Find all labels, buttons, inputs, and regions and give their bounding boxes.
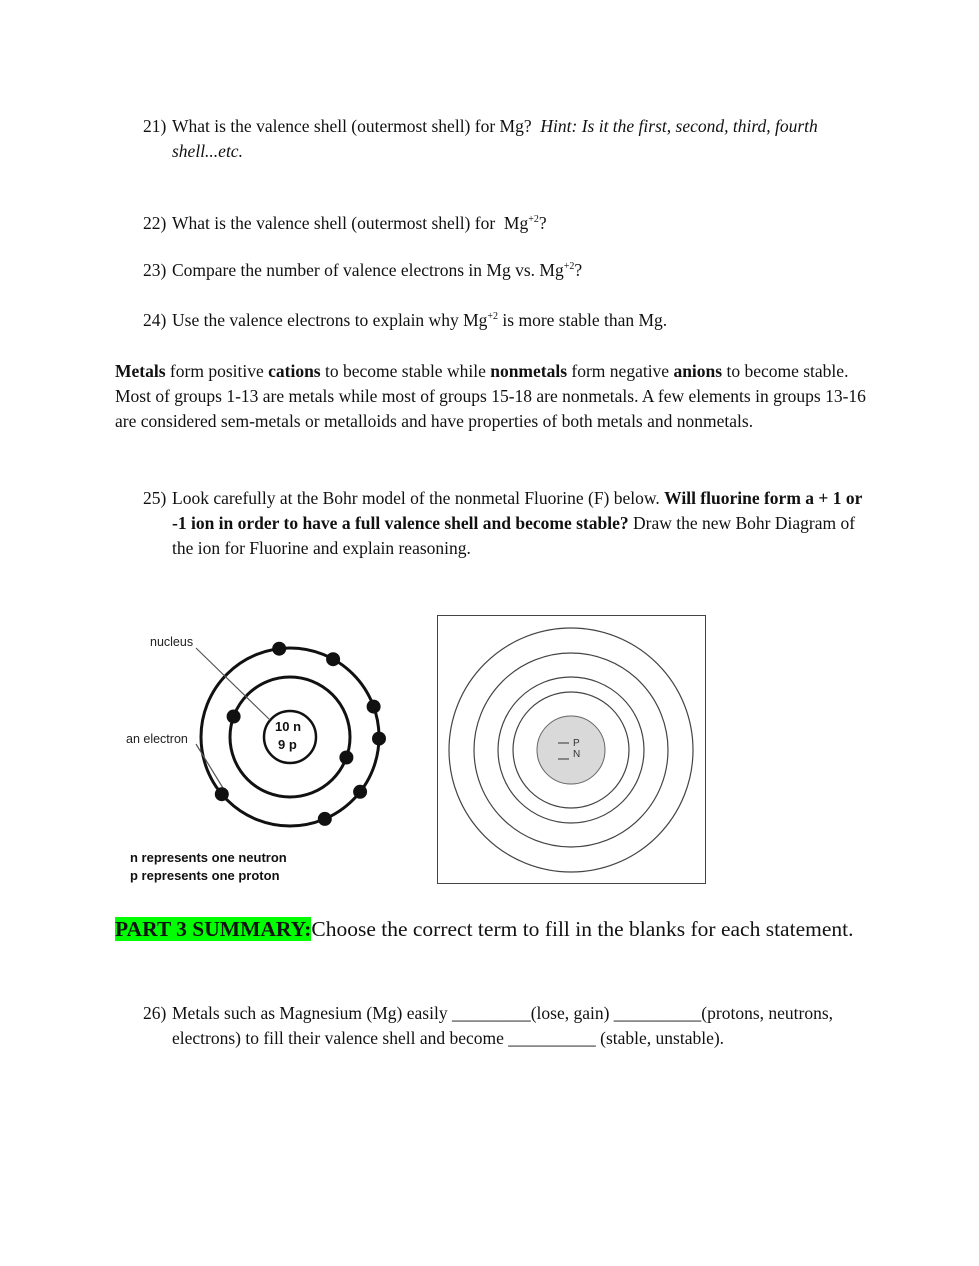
question-number: 22): [143, 213, 167, 233]
paragraph-text: to become stable while: [324, 361, 486, 381]
question-26: [143, 1001, 862, 1051]
term-nonmetals: nonmetals: [490, 361, 568, 381]
electron: [367, 700, 381, 714]
question-21: [143, 114, 852, 164]
question-text: What is the valence shell (outermost shell) for Mg?: [172, 116, 532, 136]
neutron-count: 10 n: [275, 719, 302, 734]
ion-symbol: Mg: [539, 260, 564, 280]
question-22: [143, 211, 547, 236]
question-hint: Hint: Is it the first, second, third, fourth shell...etc.: [172, 116, 818, 161]
electron: [353, 785, 367, 799]
metals-paragraph: [115, 359, 875, 434]
question-number: 23): [143, 260, 167, 280]
ion-charge: +2: [563, 261, 575, 272]
proton-count: 9 p: [278, 737, 297, 752]
term-anions: anions: [673, 361, 723, 381]
ion-symbol: Mg: [463, 310, 488, 330]
question-23: [143, 258, 582, 283]
electron: [215, 787, 229, 801]
question-text: Metals such as Magnesium (Mg) easily _________(lose, gain) __________(protons, neutrons, electrons) to fill their valence shell and become __________ (stable, unstable).: [172, 1003, 834, 1048]
question-text: What is the valence shell (outermost shell) for: [172, 213, 496, 233]
question-text: Look carefully at the Bohr model of the nonmetal Fluorine (F) below.: [172, 488, 660, 508]
question-end: ?: [574, 260, 583, 280]
term-cations: cations: [268, 361, 321, 381]
term-metals: Metals: [115, 361, 166, 381]
nucleus: [537, 716, 605, 784]
ion-charge: +2: [487, 311, 499, 322]
electron: [326, 652, 340, 666]
paragraph-text: form negative: [571, 361, 670, 381]
legend-proton: p represents one proton: [130, 868, 280, 883]
question-number: 24): [143, 310, 167, 330]
summary-text: Choose the correct term to fill in the blanks for each statement.: [311, 917, 854, 941]
legend-neutron: n represents one neutron: [130, 850, 287, 865]
part3-summary: [115, 914, 875, 945]
label-electron: an electron: [126, 732, 188, 746]
label-nucleus: nucleus: [150, 635, 194, 649]
question-25: [143, 486, 872, 561]
proton-label: P: [573, 738, 580, 749]
question-end: is more stable than Mg.: [502, 310, 668, 330]
question-number: 21): [143, 116, 167, 136]
electron-pointer: [196, 744, 223, 788]
summary-label: PART 3 SUMMARY:: [115, 917, 312, 941]
question-bold-text: Will fluorine form a + 1 or -1 ion in order to have a full valence shell and become stable?: [172, 488, 863, 533]
paragraph-text: form positive: [169, 361, 264, 381]
ion-charge: +2: [528, 214, 539, 225]
question-end: ?: [538, 213, 547, 233]
question-text: Compare the number of valence electrons in Mg vs.: [172, 260, 536, 280]
electron: [272, 642, 286, 656]
electron: [372, 732, 386, 746]
electron: [339, 751, 353, 765]
question-number: 26): [143, 1003, 167, 1023]
question-end: Draw the new Bohr Diagram of the ion for Fluorine and explain reasoning.: [172, 513, 856, 558]
neutron-label: N: [573, 749, 581, 760]
paragraph-text: to become stable. Most of groups 1-13 are metals while most of groups 15-18 are nonmetals. A few elements in groups 13-16 are considered sem-metals or metalloids and have properties of both metals and nonmetals.: [115, 361, 866, 431]
blank-bohr-diagram: [437, 615, 707, 885]
ion-symbol: Mg: [503, 213, 529, 233]
fluorine-bohr-model: [120, 625, 420, 890]
question-text: Use the valence electrons to explain why: [172, 310, 459, 330]
question-number: 25): [143, 488, 167, 508]
electron: [227, 710, 241, 724]
question-24: [143, 308, 667, 333]
electron: [318, 812, 332, 826]
